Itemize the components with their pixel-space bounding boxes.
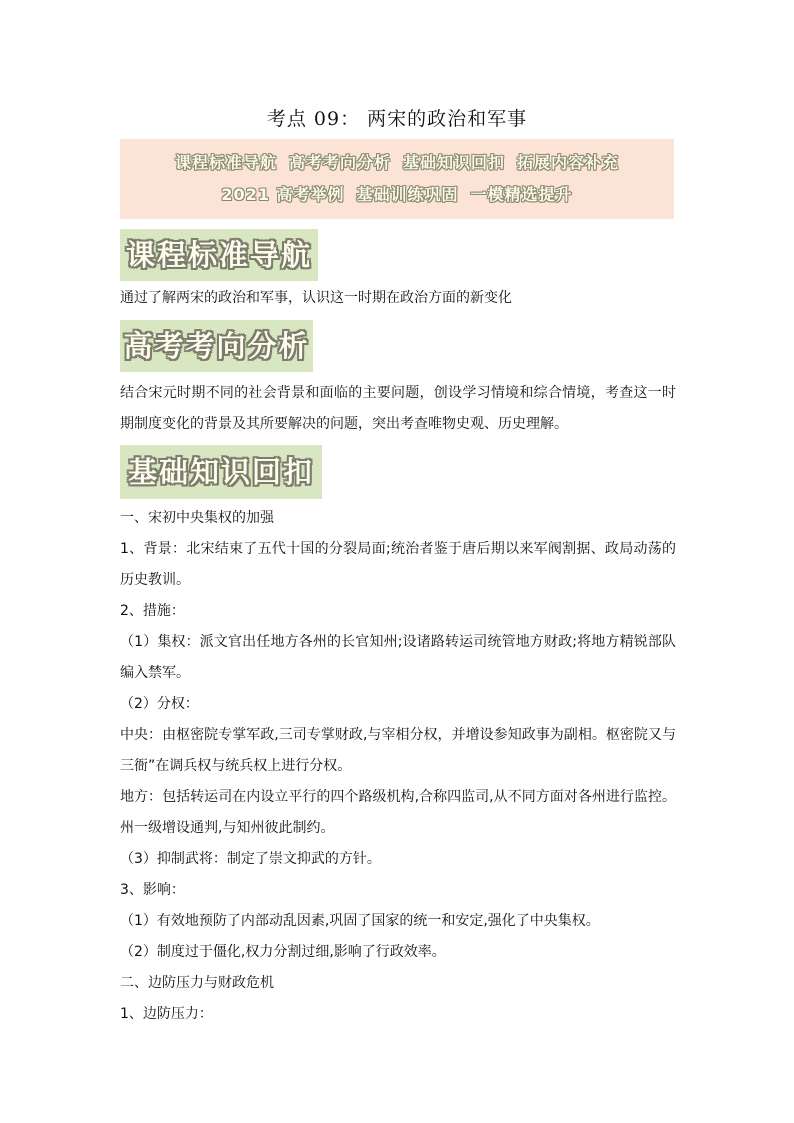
paragraph-local: 地方：包括转运司在内设立平行的四个路级机构,合称四监司,从不同方面对各州进行监控。州一级增设通判,与知州彼此制约。	[120, 789, 676, 836]
nav-item-2021-example[interactable]: 2021 高考举例	[221, 185, 345, 204]
banner-standard: 课程标准导航	[120, 229, 318, 281]
standard-text: 通过了解两宋的政治和军事，认识这一时期在政治方面的新变化	[120, 290, 512, 306]
nav-item-basic-training[interactable]: 基础训练巩固	[356, 185, 459, 204]
heading-border-finance: 二、边防压力与财政危机	[120, 975, 274, 991]
paragraph-background: 1、背景：北宋结束了五代十国的分裂局面;统治者鉴于唐后期以来军阀割据、政局动荡的历史教训。	[120, 541, 676, 588]
nav-item-exam[interactable]: 高考考向分析	[288, 153, 391, 172]
exam-text: 结合宋元时期不同的社会背景和面临的主要问题，创设学习情境和综合情境，考查这一时期制度变化的背景及其所要解决的问题，突出考查唯物史观、历史理解。	[120, 385, 676, 432]
nav-row-2	[120, 179, 674, 211]
nav-item-extension[interactable]: 拓展内容补充	[517, 153, 620, 172]
paragraph-impact-2: （2）制度过于僵化,权力分割过细,影响了行政效率。	[120, 944, 446, 960]
nav-item-mock-selected[interactable]: 一模精选提升	[470, 185, 573, 204]
paragraph-border-pressure: 1、边防压力：	[120, 1006, 213, 1022]
paragraph-central: 中央：由枢密院专掌军政,三司专掌财政,与宰相分权，并增设参知政事为副相。枢密院又与三衙”在调兵权与统兵权上进行分权。	[120, 727, 676, 774]
page-title: 考点 09： 两宋的政治和军事	[266, 108, 528, 130]
nav-item-standard[interactable]: 课程标准导航	[174, 153, 277, 172]
nav-row-1	[120, 147, 674, 179]
paragraph-impact-1: （1）有效地预防了内部动乱因素,巩固了国家的统一和安定,强化了中央集权。	[120, 913, 600, 929]
banner-exam: 高考考向分析	[120, 320, 313, 372]
heading-central-power: 一、宋初中央集权的加强	[120, 510, 274, 526]
paragraph-measures: 2、措施：	[120, 603, 185, 619]
paragraph-divide: （2）分权：	[120, 696, 199, 712]
basics-content	[120, 503, 676, 1030]
paragraph-restrain: （3）抑制武将：制定了崇文抑武的方针。	[120, 851, 381, 867]
paragraph-centralize: （1）集权：派文官出任地方各州的长官知州;设诸路转运司统管地方财政;将地方精锐部队编入禁军。	[120, 634, 676, 681]
paragraph-impact: 3、影响：	[120, 882, 185, 898]
section-nav-box	[120, 139, 674, 219]
nav-item-basics[interactable]: 基础知识回扣	[403, 153, 506, 172]
banner-basics: 基础知识回扣	[120, 445, 322, 499]
